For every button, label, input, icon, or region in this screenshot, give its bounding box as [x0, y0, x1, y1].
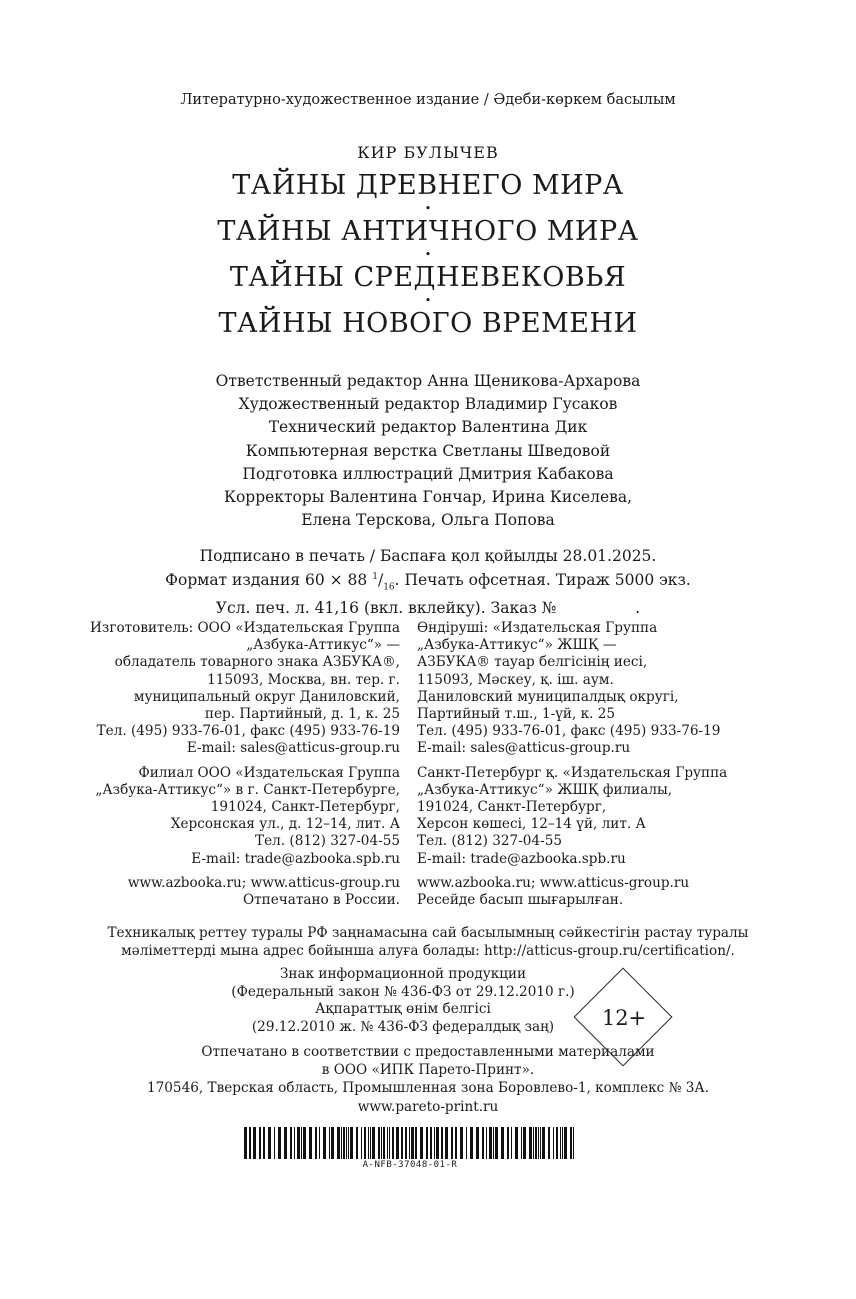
email-line: E-mail: trade@azbooka.spb.ru	[417, 850, 626, 867]
address-line: Тел. (812) 327-04-55	[417, 833, 562, 850]
format-sub: 16	[383, 582, 395, 593]
address-line: Тел. (495) 933-76-01, факс (495) 933-76-19	[417, 723, 721, 740]
address-line: обладатель товарного знака АЗБУКА®,	[114, 654, 400, 671]
address-line: „Азбука-Аттикус“» ЖШҚ филиалы,	[417, 781, 673, 798]
printer-line: Отпечатано в соответствии с предоставленными материалами	[201, 1044, 655, 1060]
tech-regulation-line: мәліметтерді мына адрес бойынша алуға болады: http://atticus-group.ru/certification/.	[121, 943, 735, 959]
info-sign-line: Ақпараттық өнім белгісі	[315, 1001, 491, 1017]
address-line: 191024, Санкт-Петербург,	[417, 799, 607, 816]
format-prefix: Формат издания 60 × 88	[165, 571, 373, 590]
email-line: E-mail: sales@atticus-group.ru	[417, 740, 631, 757]
address-line: Санкт-Петербург қ. «Издательская Группа	[417, 764, 728, 781]
web-line: www.azbooka.ru; www.atticus-group.ru	[127, 874, 400, 891]
credit-line: Компьютерная верстка Светланы Шведовой	[245, 441, 611, 460]
printed-in-line: Ресейде басып шығарылған.	[417, 892, 624, 909]
book-title: ТАЙНЫ СРЕДНЕВЕКОВЬЯ	[229, 262, 627, 293]
print-info	[0, 546, 856, 619]
book-title: ТАЙНЫ АНТИЧНОГО МИРА	[217, 216, 639, 247]
address-line: Даниловский муниципалдық округі,	[417, 688, 679, 705]
credit-line: Елена Терскова, Ольга Попова	[301, 511, 555, 530]
address-line: АЗБУКА® тауар белгісінің иесі,	[417, 654, 648, 671]
address-line: Херсонская ул., д. 12–14, лит. А	[170, 816, 400, 833]
address-line: муниципальный округ Даниловский,	[133, 688, 400, 705]
info-product-sign	[228, 966, 578, 1036]
web-line: www.azbooka.ru; www.atticus-group.ru	[417, 874, 690, 891]
credit-line: Ответственный редактор Анна Щеникова-Архарова	[215, 372, 641, 390]
editorial-credits	[0, 370, 856, 532]
printer-info	[0, 1043, 856, 1116]
printer-line: www.pareto-print.ru	[357, 1098, 499, 1115]
address-line: „Азбука-Аттикус“» ЖШҚ —	[417, 637, 617, 654]
manufacturer-ru-main	[90, 620, 400, 758]
barcode-text: A-NFB-37048-01-R	[362, 1160, 458, 1170]
credit-line: Корректоры Валентина Гончар, Ирина Киселева,	[223, 488, 633, 507]
book-titles	[0, 168, 856, 341]
format-suffix: . Печать офсетная. Тираж 5000 экз.	[394, 571, 691, 590]
address-line: Партийный т.ш., 1-үй, к. 25	[417, 706, 616, 723]
book-title: ТАЙНЫ НОВОГО ВРЕМЕНИ	[218, 308, 638, 339]
age-rating-label: 12+	[601, 1006, 647, 1030]
manufacturer-kz-web	[417, 875, 787, 909]
address-line: 115093, Москва, вн. тер. г.	[207, 671, 400, 688]
manufacturer-ru-branch	[90, 765, 400, 868]
address-line: Херсон көшесі, 12–14 үй, лит. А	[417, 816, 646, 833]
info-sign-line: (Федеральный закон № 436-ФЗ от 29.12.2010 г.)	[231, 983, 575, 1000]
credit-line: Подготовка иллюстраций Дмитрия Кабакова	[242, 464, 614, 483]
manufacturer-kz	[417, 620, 787, 916]
manufacturer-kz-main	[417, 620, 787, 758]
printed-in-line: Отпечатано в России.	[242, 892, 400, 909]
address-line: 115093, Мәскеу, қ. іш. аум.	[417, 671, 614, 688]
address-line: 191024, Санкт-Петербург,	[210, 799, 400, 816]
address-line: Филиал ООО «Издательская Группа	[138, 764, 400, 781]
format-slash: /	[377, 571, 384, 590]
printer-line: в ООО «ИПК Парето-Принт».	[321, 1062, 535, 1079]
credit-line: Технический редактор Валентина Дик	[268, 418, 588, 437]
printer-line: 170546, Тверская область, Промышленная зона Боровлево-1, комплекс № 3А.	[146, 1080, 710, 1097]
address-line: Өндіруші: «Издательская Группа	[417, 620, 658, 636]
author-name: КИР БУЛЫЧЕВ	[357, 143, 499, 162]
info-sign-line: Знак информационной продукции	[279, 966, 527, 982]
manufacturer-ru	[90, 620, 400, 916]
address-line: Тел. (812) 327-04-55	[255, 833, 400, 850]
barcode-icon	[244, 1127, 576, 1159]
format-sup: 1	[372, 572, 378, 582]
edition-type: Литературно-художественное издание / Әдеби-көркем басылым	[180, 92, 676, 108]
format-line	[0, 567, 856, 598]
address-line: пер. Партийный, д. 1, к. 25	[204, 706, 400, 723]
book-title: ТАЙНЫ ДРЕВНЕГО МИРА	[232, 170, 624, 201]
email-line: E-mail: sales@atticus-group.ru	[186, 740, 400, 757]
title-separator: •	[424, 248, 432, 261]
credit-line: Художественный редактор Владимир Гусаков	[238, 395, 618, 414]
tech-regulation-line: Техникалық реттеу туралы РФ заңнамасына сай басылымның сәйкестігін растау туралы	[107, 925, 749, 941]
manufacturer-kz-branch	[417, 765, 787, 868]
manufacturer-ru-web	[90, 875, 400, 909]
info-sign-line: (29.12.2010 ж. № 436-ФЗ федералдық заң)	[251, 1018, 555, 1035]
sheets-order: Усл. печ. л. 41,16 (вкл. вклейку). Заказ № .	[215, 599, 641, 618]
address-line: „Азбука-Аттикус“» в г. Санкт-Петербурге,	[95, 781, 400, 798]
address-line: Тел. (495) 933-76-01, факс (495) 933-76-19	[96, 723, 400, 740]
address-line: „Азбука-Аттикус“» —	[246, 637, 400, 654]
signed-date: Подписано в печать / Баспаға қол қойылды 28.01.2025.	[199, 547, 657, 565]
address-line: Изготовитель: ООО «Издательская Группа	[90, 620, 400, 636]
title-separator: •	[424, 202, 432, 215]
tech-regulation-note	[0, 924, 856, 960]
email-line: E-mail: trade@azbooka.spb.ru	[191, 850, 400, 867]
title-separator: •	[424, 294, 432, 307]
